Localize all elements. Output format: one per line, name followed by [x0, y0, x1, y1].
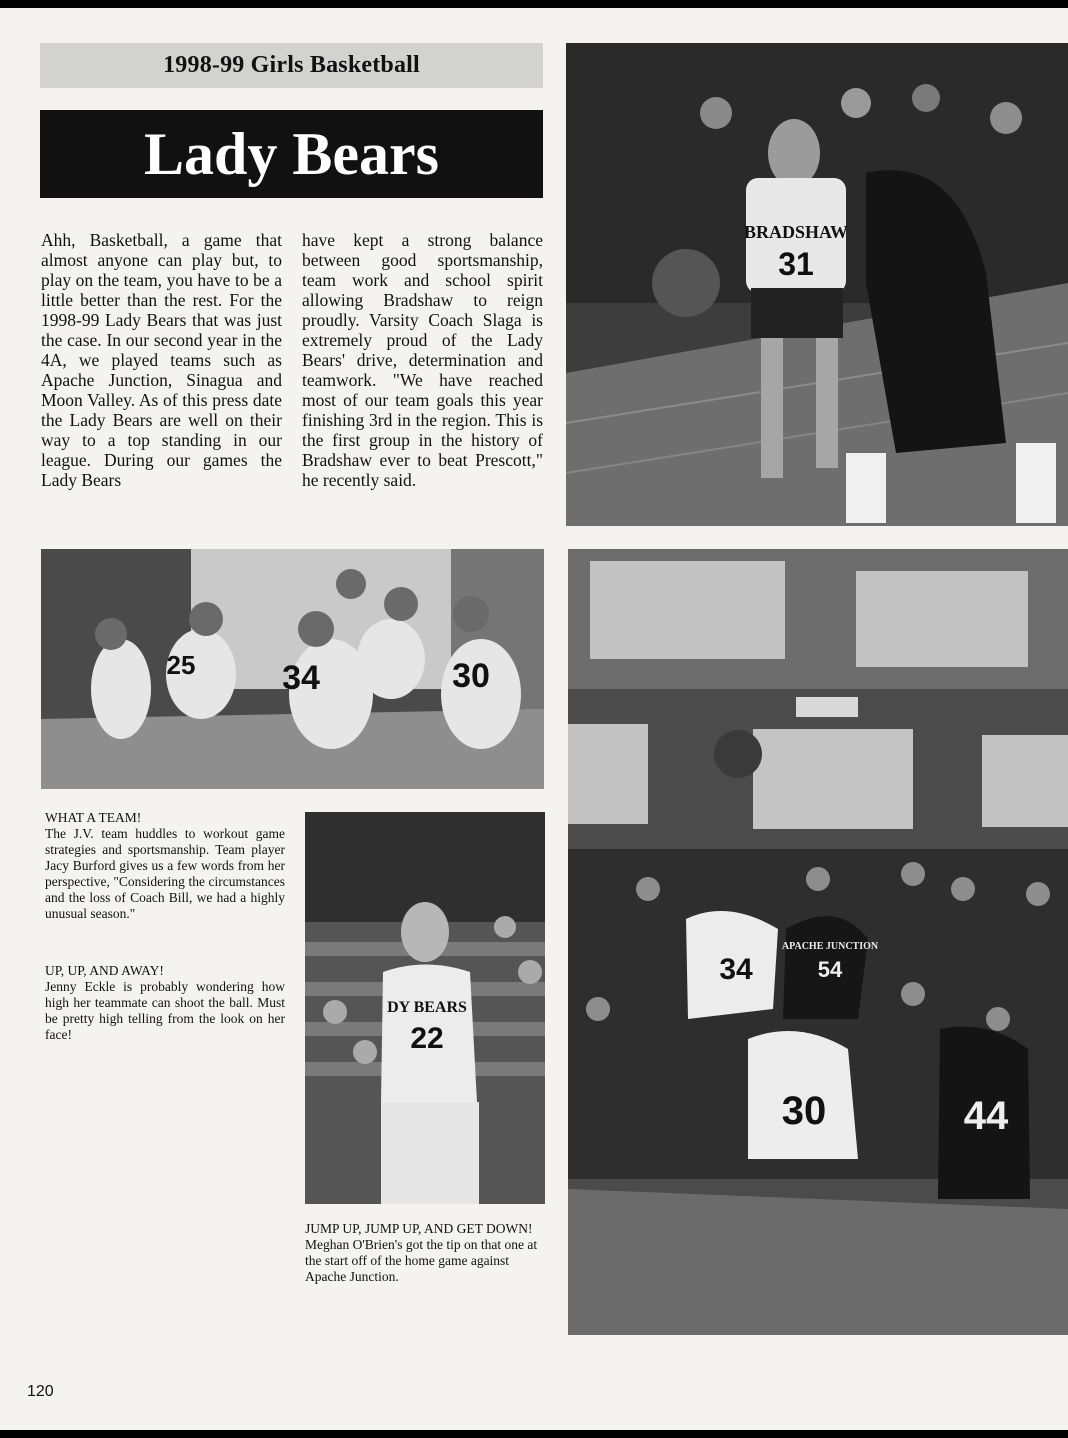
photo-dribbling-player [566, 43, 1068, 526]
huddle-number-1: 25 [166, 650, 196, 680]
tipoff-number-54: 54 [817, 957, 843, 982]
body-text-column-1: Ahh, Basketball, a game that almost anyone can play but, to play on the team, you have to be a little better than the rest. For the 1998-99 Lady Bears that was just the case. In our second year in the 4A, we played teams such as Apache Junction, Sinagua and Moon Valley. As of this press date the Lady Bears are well on their way to a top standing in our league. During our games the Lady Bears [41, 230, 282, 490]
tipoff-number-44: 44 [963, 1094, 1009, 1138]
caption-jump-up-head: JUMP UP, JUMP UP, AND GET DOWN! [305, 1221, 533, 1236]
tipoff-number-30: 30 [781, 1089, 827, 1133]
bottom-border [0, 1430, 1068, 1438]
huddle-number-3: 30 [452, 657, 490, 695]
dribble-jersey-number: 31 [778, 246, 814, 282]
caption-up-and-away [45, 963, 285, 1043]
caption-what-a-team [45, 810, 285, 922]
photo-tipoff [568, 549, 1068, 1335]
body-text-column-2: have kept a strong balance between good sportsmanship, team work and school spirit allowing Bradshaw to reign proudly. Varsity Coach Slaga is extremely proud of the Lady Bears' drive, determination and teamwork. "We have reached most of our team goals this year finishing 3rd in the region. This is the first group in the history of Bradshaw ever to beat Prescott," he recently said. [302, 230, 543, 490]
caption-what-a-team-head: WHAT A TEAM! [45, 810, 142, 825]
caption-what-a-team-text: The J.V. team huddles to workout game strategies and sportsmanship. Team player Jacy Burford gives us a few words from her perspective, "Considering the circumstances and the loss of Coach Bill, we had a highly unusual season." [45, 826, 285, 921]
section-label: 1998-99 Girls Basketball [40, 43, 543, 88]
top-border [0, 0, 1068, 8]
photo-team-huddle [41, 549, 544, 789]
caption-jump-up [305, 1221, 545, 1285]
tipoff-number-34: 34 [719, 953, 753, 986]
caption-jump-up-text: Meghan O'Brien's got the tip on that one at the start off of the home game against Apache Junction. [305, 1237, 538, 1284]
photo-player-looking-up [305, 812, 545, 1204]
looking-up-jersey-text: DY BEARS [387, 999, 467, 1016]
looking-up-jersey-number: 22 [410, 1022, 444, 1055]
caption-up-and-away-head: UP, UP, AND AWAY! [45, 963, 164, 978]
page-title: Lady Bears [40, 110, 543, 198]
huddle-number-2: 34 [282, 659, 320, 697]
page-number: 120 [27, 1383, 54, 1400]
tipoff-opponent-text: APACHE JUNCTION [781, 941, 879, 952]
dribble-jersey-text: BRADSHAW [743, 222, 849, 242]
caption-up-and-away-text: Jenny Eckle is probably wondering how high her teammate can shoot the ball. Must be pretty high telling from the look on her face! [45, 979, 285, 1042]
